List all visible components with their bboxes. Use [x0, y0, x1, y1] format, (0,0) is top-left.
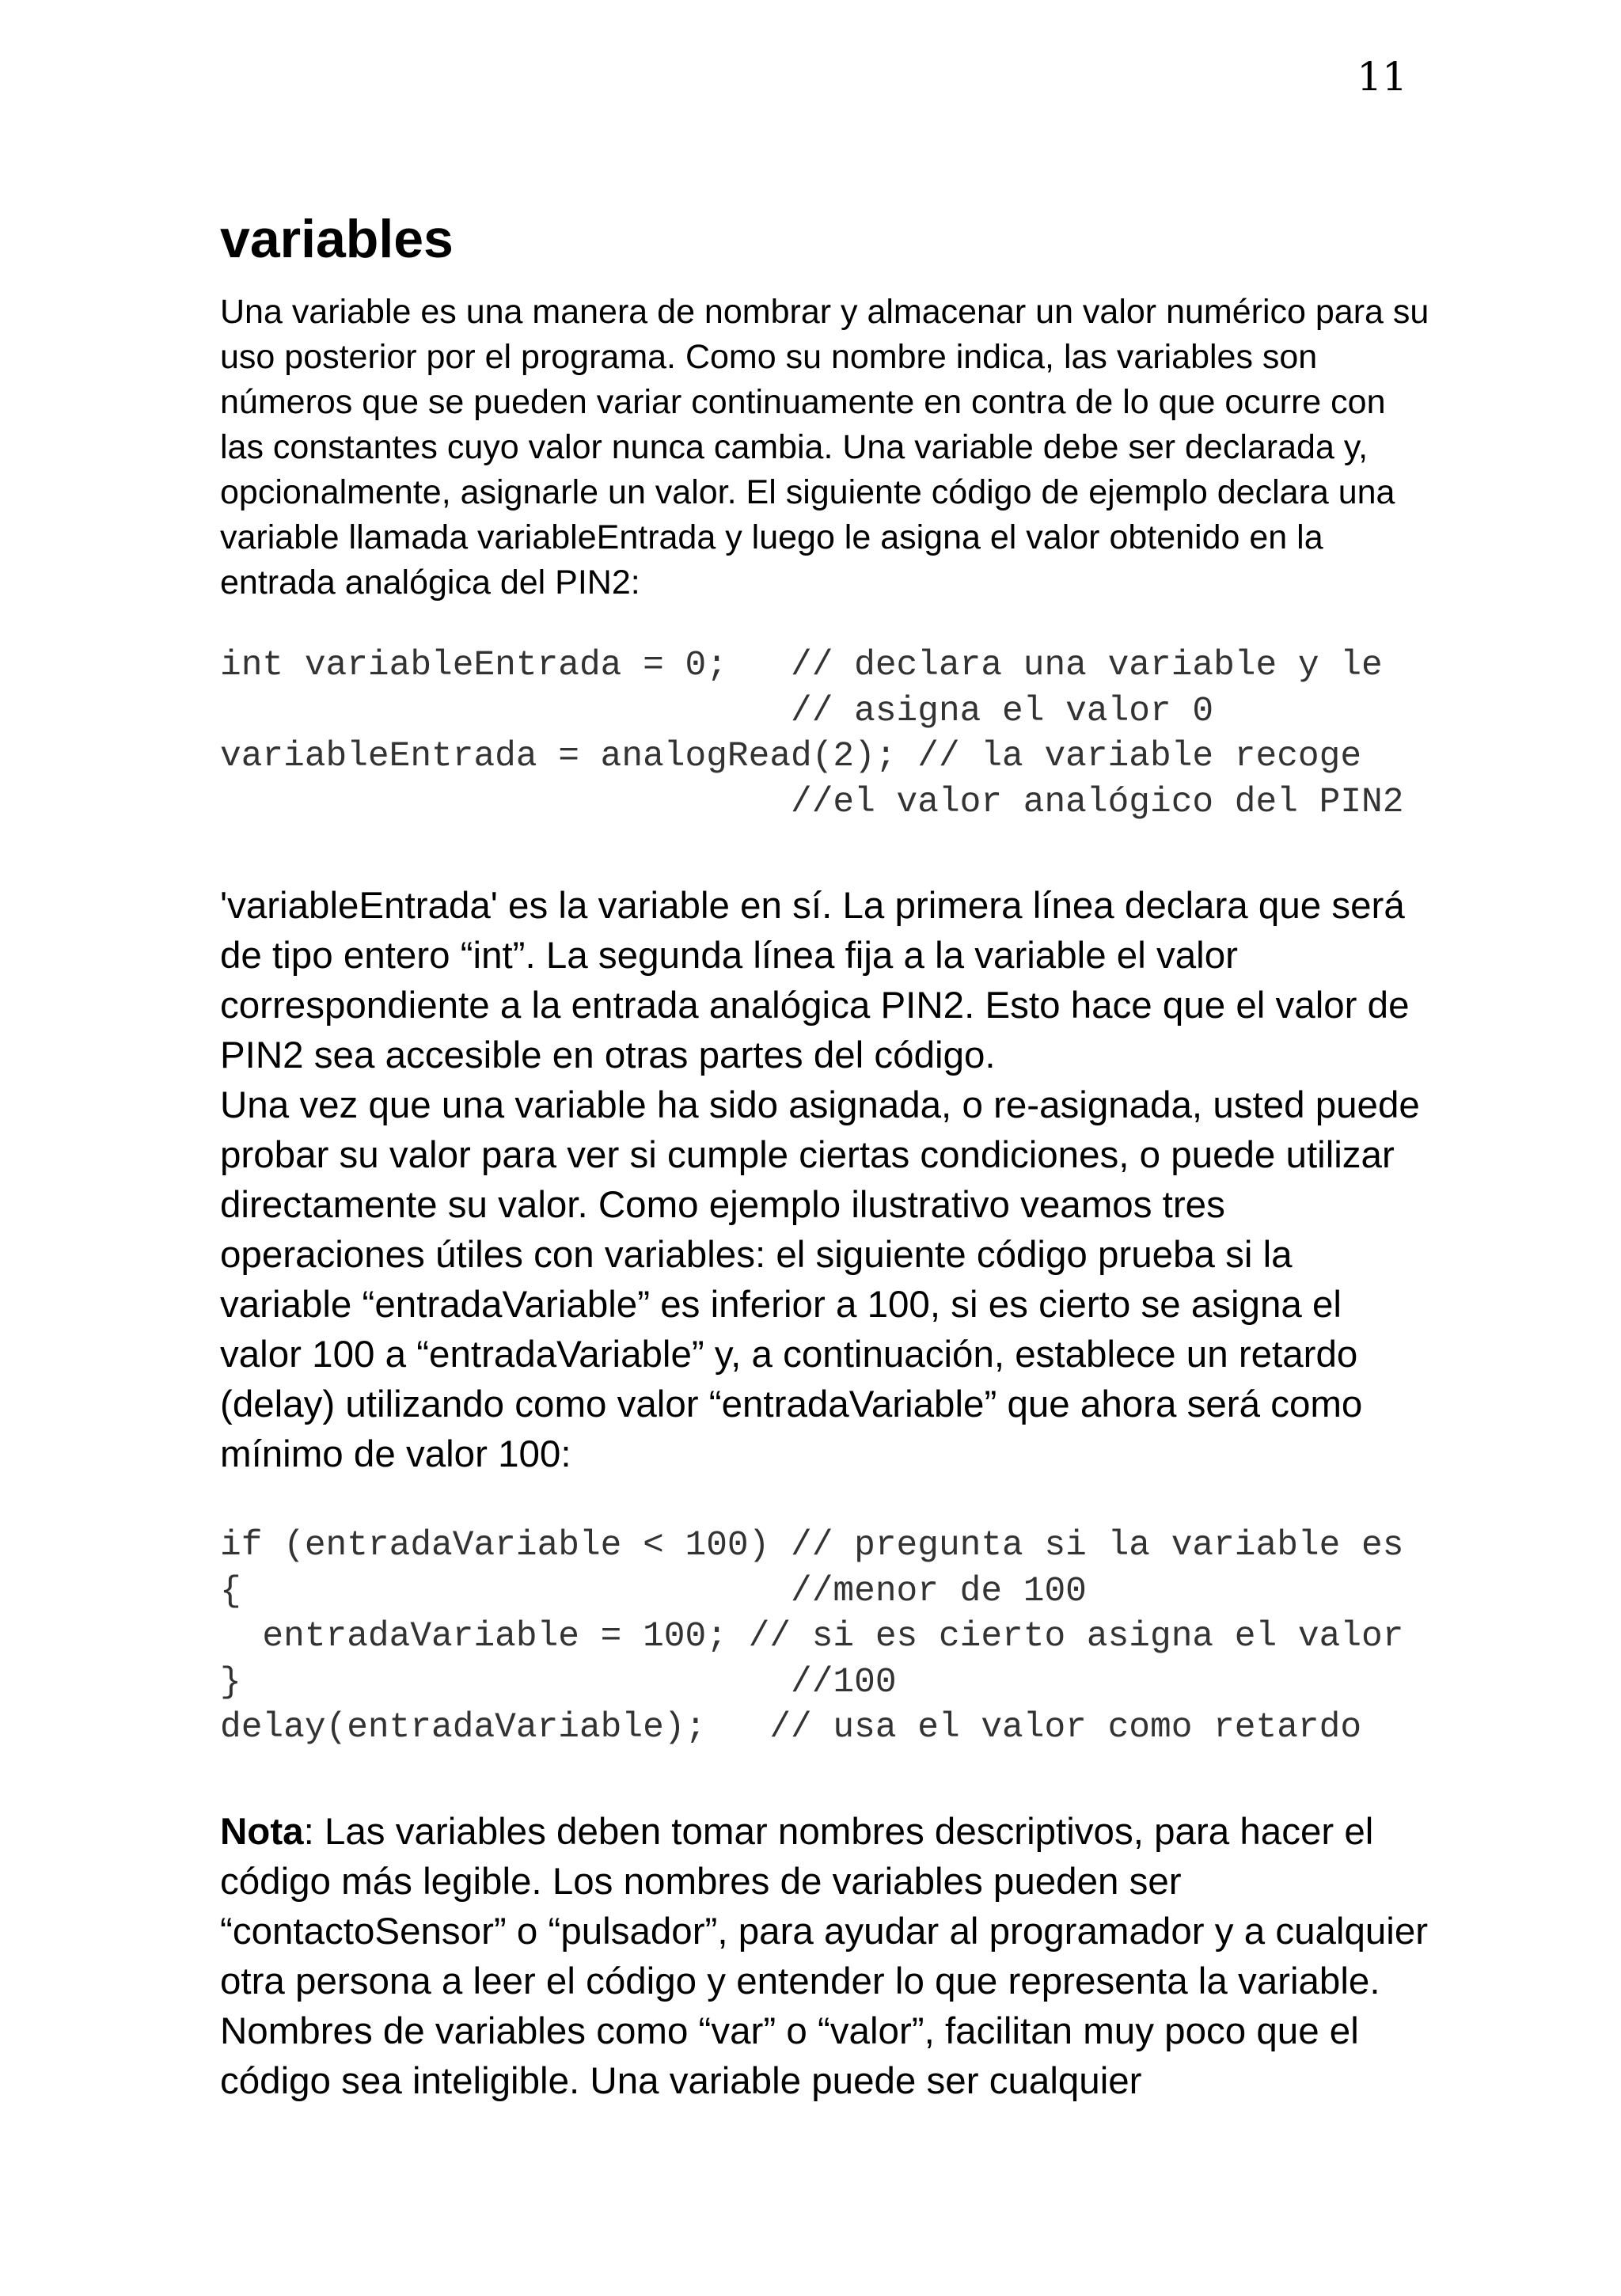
code-line: // asigna el valor 0	[220, 691, 1214, 731]
intro-paragraph: Una variable es una manera de nombrar y almacenar un valor numérico para su uso posterior por el programa. Como su nombre indica, las variables son números que se pueden variar continuamente en contra de lo que ocurre con las constantes cuyo valor nunca cambia. Una variable debe ser declarada y, opcionalmente, asignarle un valor. El siguiente código de ejemplo declara una variable llamada variableEntrada y luego le asigna el valor obtenido en la entrada analógica del PIN2:	[220, 293, 1429, 602]
code-line: //el valor analógico del PIN2	[220, 782, 1404, 822]
explanation-paragraph-2: Una vez que una variable ha sido asignada, o re-asignada, usted puede probar su valor para ver si cumple ciertas condiciones, o puede utilizar directamente su valor. Como ejemplo ilustrativo veamos tres operaciones útiles con variables: el siguiente código prueba si la variable “entradaVariable” es inferior a 100, si es cierto se asigna el valor 100 a “entradaVariable” y, a continuación, establece un retardo (delay) utilizando como valor “entradaVariable” que ahora será como mínimo de valor 100:	[220, 1084, 1420, 1475]
code-line: variableEntrada = analogRead(2); // la variable recoge	[220, 737, 1362, 776]
page-number: 11	[1357, 54, 1407, 100]
explanation-paragraph-1: 'variableEntrada' es la variable en sí. La primera línea declara que será de tipo entero “int”. La segunda línea fija a la variable el valor correspondiente a la entrada analógica PIN2. Esto hace que el valor de PIN2 sea accesible en otras partes del código.	[220, 885, 1410, 1076]
section-title: variables	[220, 209, 454, 269]
code-example-declaration	[220, 643, 1431, 825]
code-line: delay(entradaVariable); // usa el valor como retardo	[220, 1708, 1362, 1748]
code-line: entradaVariable = 100; // si es cierto asigna el valor	[220, 1617, 1404, 1657]
code-example-condition	[220, 1524, 1431, 1751]
code-line: int variableEntrada = 0; // declara una variable y le	[220, 646, 1383, 685]
note-paragraph	[220, 1807, 1431, 2106]
note-text: : Las variables deben tomar nombres descriptivos, para hacer el código más legible. Los nombres de variables pueden ser “contactoSensor” o “pulsador”, para ayudar al programador y a cualquier otra persona a leer el código y entender lo que representa la variable. Nombres de variables como “var” o “valor”, facilitan muy poco que el código sea inteligible. Una variable puede ser cualquier	[220, 1810, 1429, 2102]
code-line: } //100	[220, 1662, 897, 1702]
code-line: { //menor de 100	[220, 1571, 1087, 1611]
code-line: if (entradaVariable < 100) // pregunta si la variable es	[220, 1526, 1404, 1565]
note-label: Nota	[220, 1810, 304, 1853]
page-content	[220, 207, 1431, 2106]
